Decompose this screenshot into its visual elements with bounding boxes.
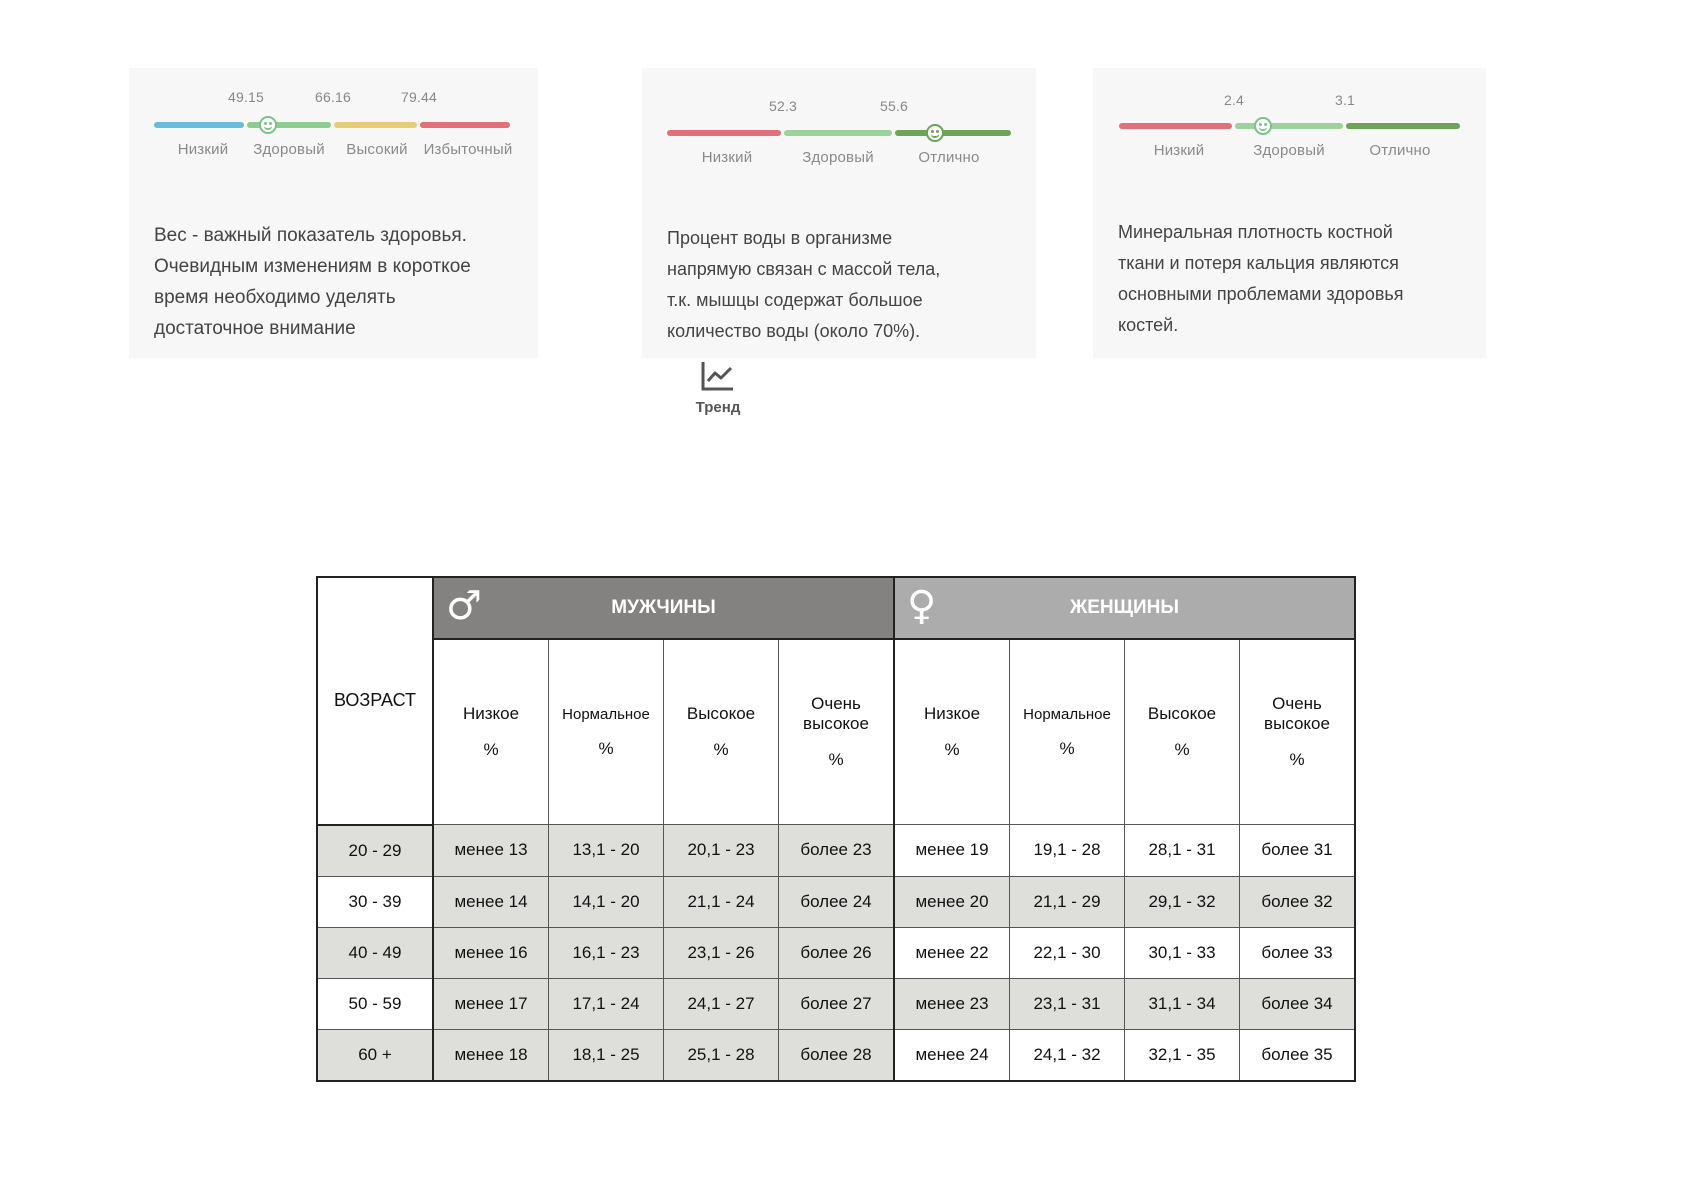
- table-cell: более 34: [1240, 978, 1356, 1029]
- water-card: [642, 68, 1036, 358]
- scale-label: Здоровый: [253, 141, 325, 158]
- water-description: [667, 223, 940, 347]
- description-line: основными проблемами здоровья: [1118, 284, 1404, 304]
- scale-label: Низкий: [701, 149, 753, 166]
- scale-label: Отлично: [918, 149, 980, 166]
- scale-threshold: 49.15: [227, 89, 265, 105]
- smiley-indicator-icon: [1254, 117, 1272, 135]
- scale-threshold: 79.44: [400, 89, 438, 105]
- scale-label: Низкий: [177, 141, 229, 158]
- table-cell: 50 - 59: [317, 978, 433, 1029]
- table-cell: менее 16: [433, 927, 549, 978]
- table-cell: 24,1 - 27: [664, 978, 779, 1029]
- scale-segment-excellent: [1346, 123, 1460, 129]
- table-cell: 23,1 - 26: [664, 927, 779, 978]
- table-row: [317, 927, 1355, 978]
- table-cell: менее 22: [894, 927, 1010, 978]
- table-cell: 22,1 - 30: [1010, 927, 1125, 978]
- table-cell: более 35: [1240, 1029, 1356, 1081]
- men-header-label: МУЖЧИНЫ: [611, 597, 716, 618]
- table-cell: 25,1 - 28: [664, 1029, 779, 1081]
- scale-label: Отлично: [1369, 142, 1431, 159]
- scale-threshold: 2.4: [1223, 92, 1245, 108]
- trend-label: Тренд: [695, 399, 741, 416]
- male-symbol-icon: ♂: [446, 583, 482, 629]
- table-row: [317, 876, 1355, 927]
- table-cell: 21,1 - 24: [664, 876, 779, 927]
- weight-description: [154, 220, 471, 344]
- description-line: Процент воды в организме: [667, 228, 893, 248]
- table-cell: более 28: [779, 1029, 895, 1081]
- description-line: Вес - важный показатель здоровья.: [154, 225, 467, 246]
- table-cell: менее 18: [433, 1029, 549, 1081]
- table-cell: 29,1 - 32: [1125, 876, 1240, 927]
- description-line: Минеральная плотность костной: [1118, 222, 1393, 242]
- table-cell: более 27: [779, 978, 895, 1029]
- table-cell: 17,1 - 24: [549, 978, 664, 1029]
- scale-label: Низкий: [1153, 142, 1205, 159]
- sub-header: Низкое %: [894, 639, 1010, 825]
- table-body: [317, 825, 1355, 1081]
- scale-segment-excellent: [895, 130, 1011, 136]
- sub-header: Высокое %: [664, 639, 779, 825]
- table-cell: 30 - 39: [317, 876, 433, 927]
- description-line: костей.: [1118, 315, 1179, 335]
- table-cell: 31,1 - 34: [1125, 978, 1240, 1029]
- weight-scale: [129, 68, 538, 178]
- table-cell: 16,1 - 23: [549, 927, 664, 978]
- table-cell: более 33: [1240, 927, 1356, 978]
- table-cell: менее 19: [894, 825, 1010, 877]
- table-cell: 14,1 - 20: [549, 876, 664, 927]
- smiley-indicator-icon: [926, 124, 944, 142]
- scale-segment-low: [667, 130, 781, 136]
- table-cell: 13,1 - 20: [549, 825, 664, 877]
- description-line: ткани и потеря кальция являются: [1118, 253, 1399, 273]
- table-cell: более 26: [779, 927, 895, 978]
- table-row: [317, 825, 1355, 877]
- scale-label: Избыточный: [423, 141, 513, 158]
- scale-label: Здоровый: [802, 149, 874, 166]
- table-cell: 32,1 - 35: [1125, 1029, 1240, 1081]
- table-cell: более 23: [779, 825, 895, 877]
- bone-scale: [1093, 68, 1486, 178]
- men-group-header: [433, 577, 894, 639]
- table-cell: 20 - 29: [317, 825, 433, 877]
- sub-header: Высокое %: [1125, 639, 1240, 825]
- female-symbol-icon: ♀: [907, 583, 937, 629]
- bone-description: [1118, 217, 1404, 341]
- table-cell: 28,1 - 31: [1125, 825, 1240, 877]
- age-column-header: ВОЗРАСТ: [317, 577, 433, 825]
- scale-segment-healthy: [784, 130, 892, 136]
- scale-segment-high: [334, 122, 417, 128]
- table-cell: более 32: [1240, 876, 1356, 927]
- bone-card: [1093, 68, 1486, 358]
- sub-header: Нормальное %: [549, 639, 664, 825]
- women-header-label: ЖЕНЩИНЫ: [1070, 597, 1179, 618]
- scale-threshold: 55.6: [879, 98, 909, 114]
- table-cell: 30,1 - 33: [1125, 927, 1240, 978]
- table-row: [317, 1029, 1355, 1081]
- scale-label: Высокий: [346, 141, 408, 158]
- scale-threshold: 66.16: [314, 89, 352, 105]
- sub-header: Очень высокое %: [779, 639, 895, 825]
- table-cell: менее 24: [894, 1029, 1010, 1081]
- trend-button[interactable]: [688, 360, 748, 416]
- description-line: достаточное внимание: [154, 318, 356, 339]
- line-chart-icon: [700, 360, 736, 392]
- description-line: т.к. мышцы содержат большое: [667, 290, 923, 310]
- table-cell: 21,1 - 29: [1010, 876, 1125, 927]
- description-line: количество воды (около 70%).: [667, 321, 921, 341]
- table-cell: более 24: [779, 876, 895, 927]
- table-cell: менее 17: [433, 978, 549, 1029]
- table-cell: 18,1 - 25: [549, 1029, 664, 1081]
- table-cell: 23,1 - 31: [1010, 978, 1125, 1029]
- water-scale: [642, 68, 1036, 178]
- description-line: напрямую связан с массой тела,: [667, 259, 941, 279]
- sub-header: Низкое %: [433, 639, 549, 825]
- table-cell: 60 +: [317, 1029, 433, 1081]
- table-row: [317, 978, 1355, 1029]
- smiley-indicator-icon: [259, 116, 277, 134]
- sub-header: Очень высокое %: [1240, 639, 1356, 825]
- table-cell: 40 - 49: [317, 927, 433, 978]
- table-cell: более 31: [1240, 825, 1356, 877]
- description-line: время необходимо уделять: [154, 287, 396, 308]
- table-cell: менее 20: [894, 876, 1010, 927]
- weight-card: [129, 68, 538, 358]
- description-line: Очевидным изменениям в короткое: [154, 256, 471, 277]
- scale-label: Здоровый: [1253, 142, 1325, 159]
- table-cell: менее 23: [894, 978, 1010, 1029]
- scale-threshold: 3.1: [1334, 92, 1356, 108]
- body-fat-reference-table: [316, 576, 1356, 1082]
- scale-segment-low: [154, 122, 244, 128]
- table-cell: 20,1 - 23: [664, 825, 779, 877]
- scale-segment-excess: [420, 122, 510, 128]
- table-cell: 19,1 - 28: [1010, 825, 1125, 877]
- table-cell: менее 14: [433, 876, 549, 927]
- scale-segment-low: [1119, 123, 1232, 129]
- scale-threshold: 52.3: [768, 98, 798, 114]
- table-cell: 24,1 - 32: [1010, 1029, 1125, 1081]
- table-cell: менее 13: [433, 825, 549, 877]
- women-group-header: [894, 577, 1355, 639]
- scale-segment-healthy: [1235, 123, 1343, 129]
- sub-header: Нормальное %: [1010, 639, 1125, 825]
